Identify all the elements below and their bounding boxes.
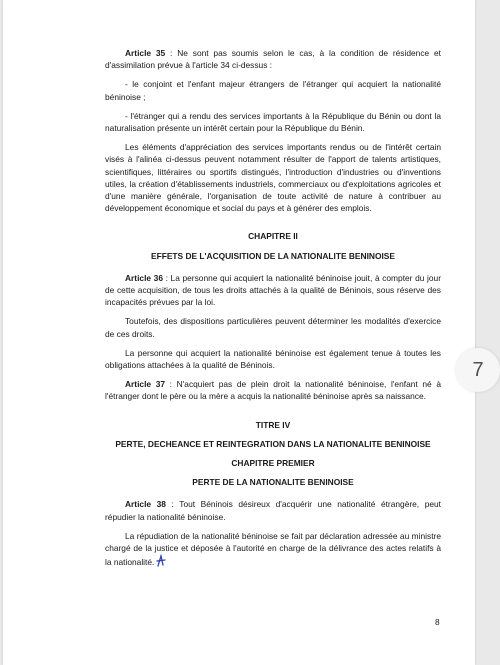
article-38-label: Article 38	[125, 499, 166, 510]
article-36-paragraph-3: La personne qui acquiert la nationalité béninoise est également tenue à toutes les obligations attachées à la qualité de Béninois.	[105, 347, 441, 371]
handwritten-mark-icon	[154, 554, 168, 568]
article-36-text: : La personne qui acquiert la nationalité béninoise jouit, à compter du jour de cette acquisition, de tous les droits attachés à la qualité de Béninois, sous réserve des incapacités prévues par la loi.	[105, 272, 441, 308]
article-37-label: Article 37	[125, 379, 166, 390]
titre-iv-title: PERTE, DECHEANCE ET REINTEGRATION DANS LA NATIONALITE BENINOISE	[115, 438, 431, 449]
document-body	[105, 47, 441, 576]
article-38-paragraph-2-text: La répudiation de la nationalité béninoise se fait par déclaration adressée au ministre chargé de la justice et déposée à l'autorité en charge de la délivrance des actes relatifs à la nationalité.	[105, 530, 441, 568]
page-number: 8	[435, 617, 440, 627]
titre-iv-heading	[105, 419, 441, 489]
article-38-paragraph-2	[105, 530, 441, 569]
titre-iv-label: TITRE IV	[255, 419, 291, 430]
article-35-item-2: - l'étranger qui a rendu des services importants à la République du Bénin ou dont la naturalisation présente un intérêt certain pour la République du Bénin.	[105, 110, 441, 134]
chapitre-premier-label: CHAPITRE PREMIER	[231, 458, 315, 469]
chapitre-ii-label: CHAPITRE II	[248, 231, 298, 242]
article-35-text: : Ne sont pas soumis selon le cas, à la condition de résidence et d'assimilation prévue à l'article 34 ci-dessus :	[105, 48, 441, 71]
article-36-paragraph-2: Toutefois, des dispositions particulières peuvent déterminer les modalités d'exercice de ces droits.	[105, 316, 441, 339]
chapitre-premier-title: PERTE DE LA NATIONALITE BENINOISE	[192, 477, 354, 488]
article-35-paragraph-2: Les éléments d'appréciation des services importants rendus ou de l'intérêt certain visés à l'alinéa ci-dessus peuvent notamment résulter de l'apport de talents artistiques, scientifiques, littéraires ou sportifs distingués, l'introduction d'industries ou d'inventions utiles, la création d'établissements industriels, commerciaux ou d'exploitations agricoles et d'une manière générale, l'organisation de toute activité de nature à contribuer au développement économique et social du pays et à générer des emplois.	[105, 142, 441, 214]
document-page	[3, 0, 475, 665]
chapitre-ii-heading	[105, 230, 441, 261]
article-35	[105, 47, 441, 71]
article-37-text: : N'acquiert pas de plein droit la nationalité béninoise, l'enfant né à l'étranger dont le père ou la mère a acquis la nationalité béninoise après sa naissance.	[105, 379, 441, 402]
chapitre-ii-title: EFFETS DE L'ACQUISITION DE LA NATIONALITE BENINOISE	[151, 250, 395, 261]
article-35-item-1: - le conjoint et l'enfant majeur étrangers de l'étranger qui acquiert la nationalité béninoise ;	[105, 79, 441, 102]
article-37	[105, 378, 441, 402]
article-35-label: Article 35	[125, 48, 166, 58]
article-38	[105, 498, 441, 522]
article-36	[105, 272, 441, 309]
article-38-text: : Tout Béninois désireux d'acquérir une nationalité étrangère, peut répudier la nationalité béninoise.	[105, 499, 441, 522]
page-indicator-label: 7	[472, 358, 484, 381]
page-indicator-tab[interactable]	[456, 348, 500, 392]
article-36-label: Article 36	[125, 272, 163, 283]
